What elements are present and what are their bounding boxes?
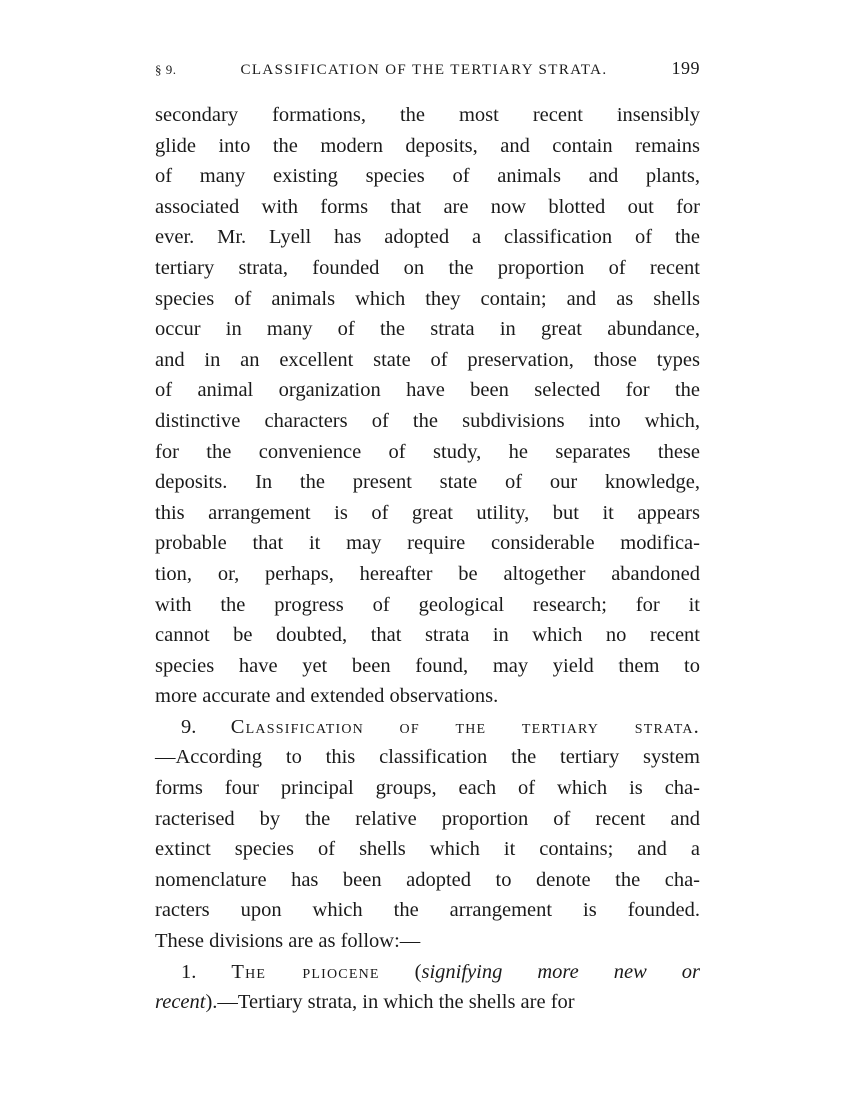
item-number: 1. — [181, 960, 197, 983]
text-line: and in an excellent state of preservation, those types — [155, 348, 700, 371]
running-head — [155, 58, 700, 84]
text-line: cannot be doubted, that strata in which no recent — [155, 624, 700, 647]
text-line: forms four principal groups, each of which is cha- — [155, 777, 700, 800]
text-line: tion, or, perhaps, hereafter be altogether abandoned — [155, 562, 700, 585]
text-line: for the convenience of study, he separates these — [155, 440, 700, 463]
text-line: ever. Mr. Lyell has adopted a classification of the — [155, 226, 700, 249]
section-9-classification — [155, 712, 700, 957]
text-line: species have yet been found, may yield them to — [155, 654, 700, 677]
gloss-paren: ). — [205, 991, 218, 1014]
text-line: with the progress of geological research; for it — [155, 593, 700, 616]
text-line: secondary formations, the most recent insensibly — [155, 104, 700, 126]
text-line: racters upon which the arrangement is founded. — [155, 899, 700, 922]
text-line: distinctive characters of the subdivisions into which, — [155, 409, 700, 432]
text-line: species of animals which they contain; and as shells — [155, 287, 700, 310]
running-title: CLASSIFICATION OF THE TERTIARY STRATA. — [240, 62, 608, 78]
text-line: glide into the modern deposits, and contain remains — [155, 134, 700, 157]
page-number: 199 — [671, 58, 700, 78]
text-line: —According to this classification the tertiary system — [155, 746, 700, 769]
text-line: more accurate and extended observations. — [155, 685, 499, 708]
section-mark: § 9. — [155, 62, 177, 77]
text-line: occur in many of the strata in great abundance, — [155, 318, 700, 341]
text-line: racterised by the relative proportion of recent and — [155, 807, 700, 830]
text-line: deposits. In the present state of our knowledge, — [155, 471, 700, 494]
book-page — [155, 58, 700, 1018]
paragraph-secondary-formations — [155, 100, 700, 712]
item-title: The pliocene — [231, 960, 380, 983]
text-line: extinct species of shells which it contains; and a — [155, 838, 700, 861]
section-number: 9. — [181, 715, 197, 738]
text-line: nomenclature has been adopted to denote the cha- — [155, 868, 700, 891]
item-gloss-end: recent — [155, 991, 206, 1014]
gloss-paren: ( — [414, 960, 422, 983]
text-line: These divisions are as follow:— — [155, 930, 421, 953]
text-line: of animal organization have been selected for the — [155, 379, 700, 402]
text-line — [155, 987, 700, 1018]
item-heading — [155, 957, 700, 988]
text-line: this arrangement is of great utility, but it appears — [155, 501, 700, 524]
item-continuation: —Tertiary strata, in which the shells are for — [217, 991, 575, 1014]
section-title: Classification of the tertiary strata. — [230, 715, 701, 738]
text-line: associated with forms that are now blotted out for — [155, 195, 700, 218]
section-heading — [155, 712, 700, 743]
item-gloss: signifying more new or — [421, 960, 701, 983]
text-line: probable that it may require considerable modifica- — [155, 532, 700, 555]
item-1-pliocene — [155, 957, 700, 1018]
text-line: tertiary strata, founded on the proportion of recent — [155, 256, 700, 279]
text-line: of many existing species of animals and plants, — [155, 165, 700, 188]
